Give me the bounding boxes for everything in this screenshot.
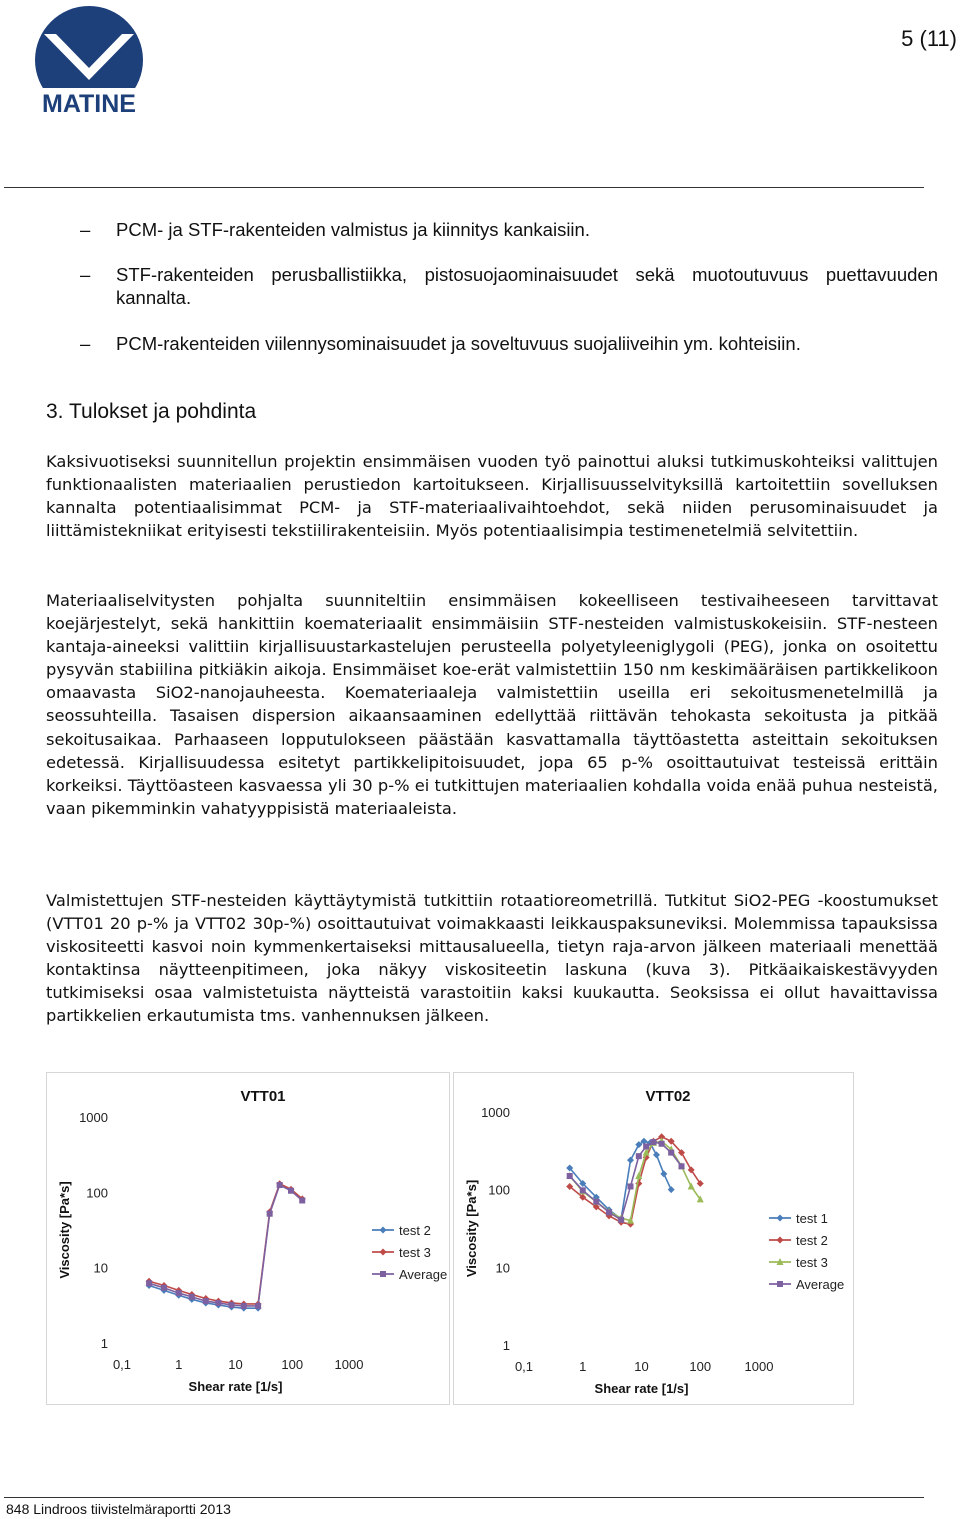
section-heading: 3. Tulokset ja pohdinta xyxy=(46,400,257,423)
logo-text: MATINE xyxy=(42,90,136,116)
data-point xyxy=(606,1209,612,1215)
data-point xyxy=(277,1182,283,1188)
data-point xyxy=(668,1150,674,1156)
chart-title: VTT01 xyxy=(240,1088,286,1105)
y-tick-label: 10 xyxy=(495,1260,510,1276)
x-tick-label: 100 xyxy=(689,1359,712,1374)
bullet-dash: – xyxy=(80,264,91,285)
data-point xyxy=(161,1285,167,1291)
legend-label: Average xyxy=(796,1277,845,1292)
legend-label: test 3 xyxy=(796,1255,828,1270)
data-point xyxy=(660,1170,667,1177)
legend-label: Average xyxy=(399,1267,448,1282)
x-tick-label: 100 xyxy=(281,1357,304,1372)
paragraph: Kaksivuotiseksi suunnitellun projektin ensimmäisen vuoden työ painottui aluksi tutkimuskohteiksi valittujen funktionaalisten materiaalien perustiedon kartoitukseen. Kirjallisuusselvityksillä kartoitettiin sovelluksen kannalta potentiaalisimmat PCM- ja STF-materiaalivaihtoehdot, sekä niiden perusominaisuudet ja liittämistekniikat erityisesti tekstiilirakenteisiin. Myös potentiaalisimpia testimenetelmiä selvitettiin. xyxy=(46,452,938,541)
data-point xyxy=(228,1302,234,1308)
chart-title: VTT02 xyxy=(645,1088,691,1105)
data-point xyxy=(255,1303,261,1309)
data-point xyxy=(267,1211,273,1217)
x-tick-label: 10 xyxy=(228,1357,243,1372)
y-axis-title: Viscosity [Pa*s] xyxy=(464,1179,479,1278)
data-point xyxy=(189,1294,195,1300)
x-tick-label: 1 xyxy=(175,1357,183,1372)
bullet-text: PCM-rakenteiden viilennysominaisuudet ja soveltuvuus suojaliiveihin ym. kohteisiin. xyxy=(116,333,801,354)
data-point xyxy=(567,1173,573,1179)
series-line-test-2 xyxy=(570,1137,701,1224)
data-point xyxy=(580,1187,586,1193)
x-tick-label: 10 xyxy=(634,1359,649,1374)
x-tick-label: 0,1 xyxy=(514,1359,534,1374)
legend-marker xyxy=(777,1215,784,1222)
data-point xyxy=(643,1143,649,1149)
matine-logo xyxy=(22,4,156,116)
chart-vtt02-frame xyxy=(453,1072,854,1405)
y-tick-label: 100 xyxy=(488,1182,510,1198)
data-point xyxy=(146,1280,152,1286)
data-point xyxy=(679,1163,685,1169)
data-point xyxy=(650,1139,656,1145)
x-tick-label: 0,1 xyxy=(112,1357,132,1372)
legend-label: test 2 xyxy=(796,1233,828,1248)
header-divider xyxy=(4,187,924,188)
data-point xyxy=(688,1182,695,1189)
bullet-dash: – xyxy=(80,333,91,354)
y-tick-label: 1000 xyxy=(79,1110,108,1125)
data-point xyxy=(593,1199,599,1205)
chart-vtt01 xyxy=(47,1073,449,1404)
y-axis-title: Viscosity [Pa*s] xyxy=(57,1181,72,1279)
paragraph: Valmistettujen STF-nesteiden käyttäytymistä tutkittiin rotaatioreometrillä. Tutkitut SiO2-PEG -koostumukset (VTT01 20 p-% ja VTT02 30p-%) osoittautuivat voimakkaasti leikkauspaksuneviksi. Molemmissa tapauksissa viskositeetti kasvoi noin kymmenkertaiseksi mittausalueella, tietyn raja-arvon jälkeen materiaali menettää kontaktinsa näytteenpitimeen, joka näkyy viskositeetin laskuna (kuva 3). Pitkäaikaiskestävyyden tutkimiseksi osaa valmistetuista näytteistä varastoitiin kaksi kuukautta. Seoksissa ei ollut havaittavissa partikkelien erkautumista tms. vanhennuksen jälkeen. xyxy=(46,891,938,1026)
x-tick-label: 1000 xyxy=(334,1357,364,1372)
y-tick-label: 1 xyxy=(100,1336,108,1351)
chart-vtt02 xyxy=(454,1073,853,1404)
footer-divider xyxy=(4,1497,924,1498)
y-tick-label: 1000 xyxy=(481,1105,510,1120)
data-point xyxy=(215,1300,221,1306)
bullet-dash: – xyxy=(80,219,91,240)
chart-vtt01-frame xyxy=(46,1072,450,1405)
legend-label: test 3 xyxy=(399,1245,431,1260)
data-point xyxy=(653,1151,660,1158)
data-point xyxy=(176,1290,182,1296)
legend-label: test 1 xyxy=(796,1211,828,1226)
legend-marker xyxy=(380,1249,387,1256)
legend-label: test 2 xyxy=(399,1223,431,1238)
legend-marker xyxy=(777,1281,783,1287)
data-point xyxy=(299,1197,305,1203)
page-number: 5 (11) xyxy=(901,26,957,51)
footer-text: 848 Lindroos tiivistelmäraportti 2013 xyxy=(6,1501,231,1517)
y-tick-label: 10 xyxy=(93,1260,108,1276)
series-line-average xyxy=(570,1142,682,1220)
data-point xyxy=(636,1153,642,1159)
data-point xyxy=(288,1188,294,1194)
data-point xyxy=(627,1157,634,1164)
data-point xyxy=(628,1183,634,1189)
legend-marker xyxy=(777,1237,784,1244)
x-axis-title: Shear rate [1/s] xyxy=(188,1379,283,1394)
bullet-text: PCM- ja STF-rakenteiden valmistus ja kiinnitys kankaisiin. xyxy=(116,219,590,240)
bullet-text: STF-rakenteiden perusballistiikka, pistosuojaominaisuudet sekä muotoutuvuus puettavuuden kannalta. xyxy=(116,264,938,308)
x-tick-label: 1000 xyxy=(744,1359,774,1374)
legend-marker xyxy=(380,1227,387,1234)
paragraph: Materiaaliselvitysten pohjalta suunniteltiin ensimmäisen kokeelliseen testivaiheeseen tarvittavat koejärjestelyt, sekä hankittiin koemateriaalit ensimmäisiin STF-nesteiden valmistuskokeisiin. STF-nesteen kantaja-aineeksi valittiin kirjallisuustarkastelujen perusteella polyetyleeniglygoli (PEG), jonka on osoitettu pysyvän stabiilina pitkiäkin aikoja. Ensimmäiset koe-erät valmistettiin 150 nm keskimääräisen partikkelikoon omaavasta SiO2-nanojauheesta. Koemateriaaleja valmistettiin useilla eri sekoitusmenetelmillä ja seossuhteilla. Tasaisen dispersion aikaansaaminen edellyttää riittävän tehokasta sekoitusta ja pitkää sekoitusaikaa. Parhaaseen lopputulokseen päästään kasvattamalla täyttöastetta asteittain sekoituksen edetessä. Kirjallisuudessa esitetyt partikkelipitoisuudet, jopa 65 p-% osoittautuivat testeissä erittäin korkeiksi. Täyttöasteen kasvaessa yli 30 p-% ei tutkittujen materiaalien kohdalla voida enää puhua nesteistä, vaan pikemminkin vahatyyppisistä materiaaleista. xyxy=(46,591,938,818)
data-point xyxy=(659,1141,665,1147)
legend-marker xyxy=(380,1271,386,1277)
data-point xyxy=(618,1217,624,1223)
data-point xyxy=(203,1298,209,1304)
series-line-test-3 xyxy=(149,1184,302,1304)
y-tick-label: 100 xyxy=(86,1185,108,1201)
x-tick-label: 1 xyxy=(579,1359,587,1374)
data-point xyxy=(241,1303,247,1309)
y-tick-label: 1 xyxy=(502,1338,510,1353)
x-axis-title: Shear rate [1/s] xyxy=(594,1381,689,1396)
data-point xyxy=(668,1186,675,1193)
